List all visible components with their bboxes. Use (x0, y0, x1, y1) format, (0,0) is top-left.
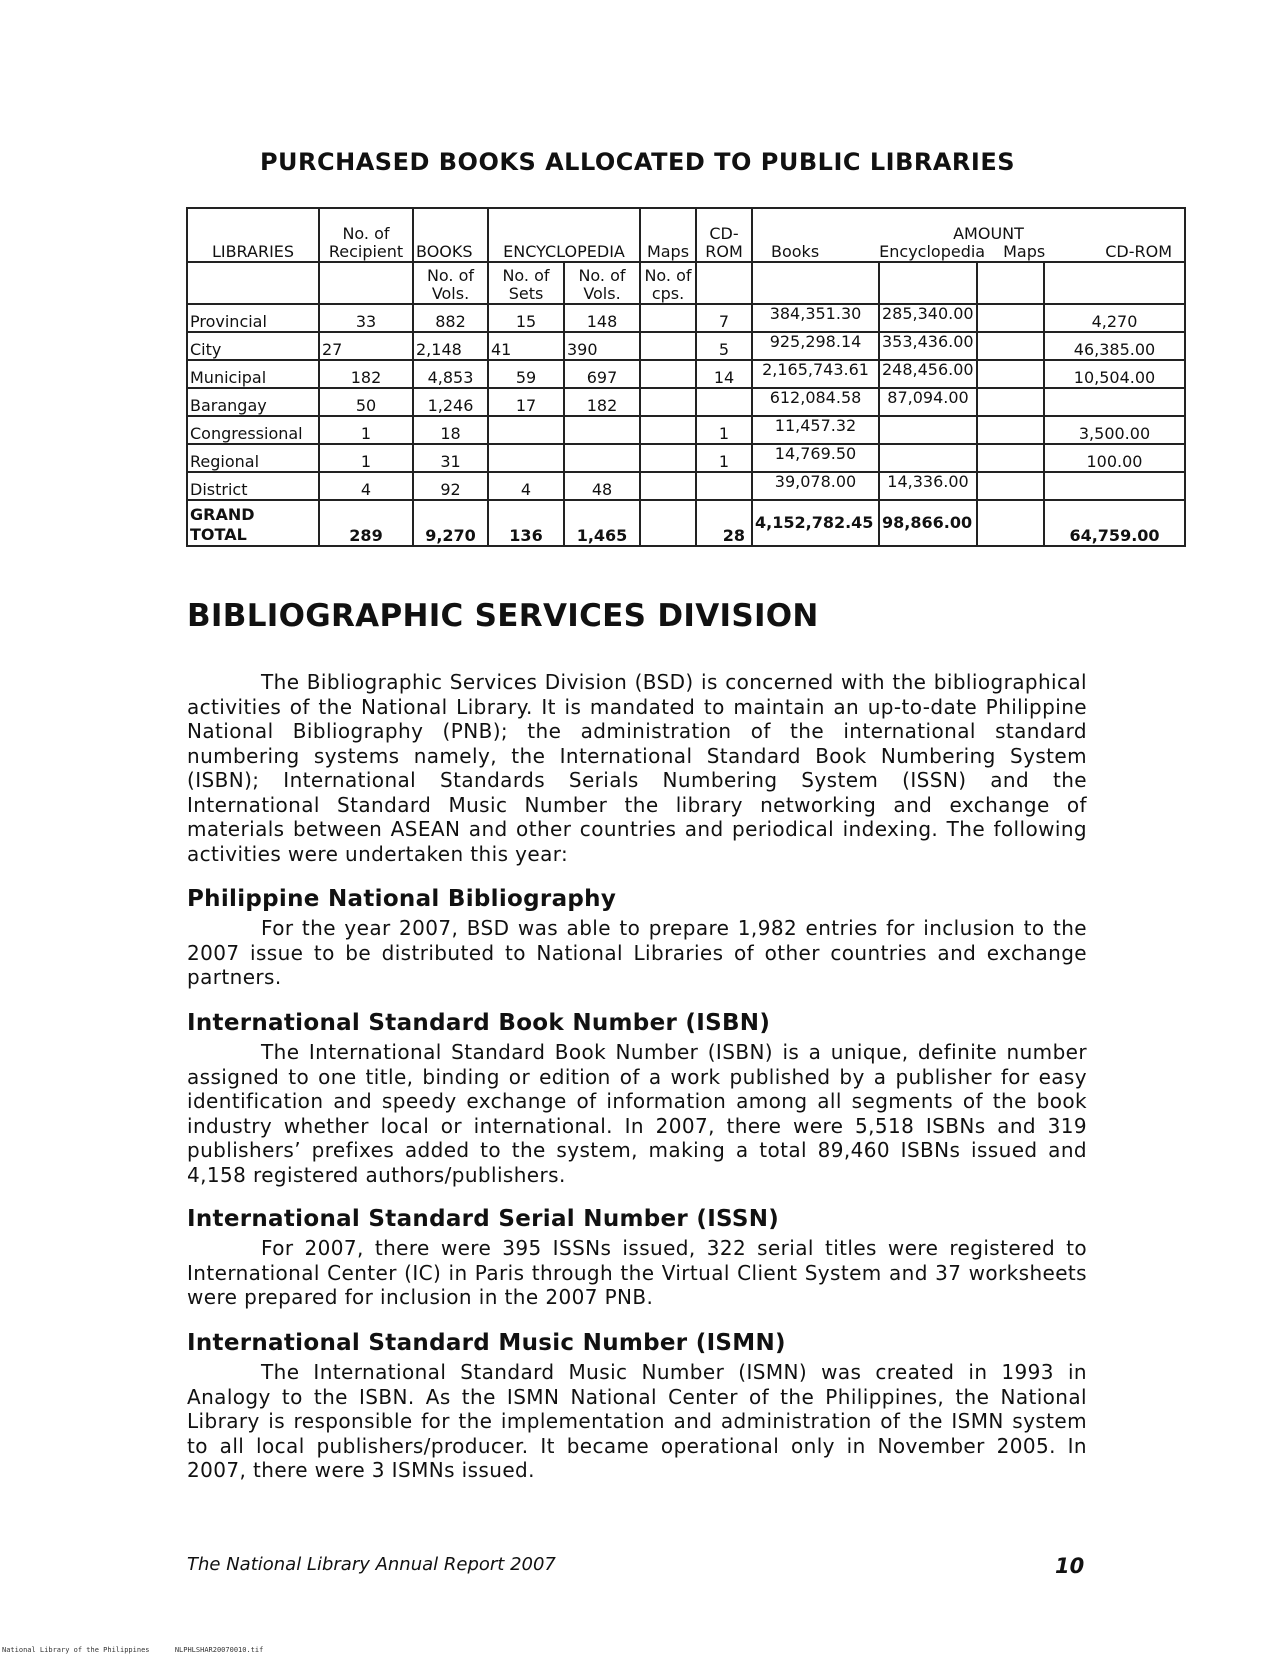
cell-books: 1,246 (413, 388, 488, 416)
subheader-enc-vols: No. of Vols. (564, 262, 640, 304)
cell-enc-vols (564, 416, 640, 444)
subheader-maps-cps: No. of cps. (640, 262, 696, 304)
table-row-city (187, 332, 1185, 360)
table-row-municipal (187, 360, 1185, 388)
table-title: PURCHASED BOOKS ALLOCATED TO PUBLIC LIBRARIES (259, 148, 1016, 176)
cell-maps (640, 388, 696, 416)
cell-enc-vols: 48 (564, 472, 640, 500)
cell-enc-sets: 59 (488, 360, 564, 388)
cell-recipient: 1 (319, 444, 413, 472)
cell-enc-sets: 4 (488, 472, 564, 500)
issn-heading: International Standard Serial Number (ISSN) (187, 1206, 780, 1232)
cell-maps (640, 472, 696, 500)
cell-amount-encyclopedia: 285,340.00 (879, 304, 977, 332)
cell-maps (640, 304, 696, 332)
header-amount-group (752, 208, 1185, 262)
cell-recipient: 50 (319, 388, 413, 416)
cell-enc-sets: 136 (488, 500, 564, 546)
cell-enc-vols: 697 (564, 360, 640, 388)
cell-recipient: 1 (319, 416, 413, 444)
subheader-books-vols: No. of Vols. (413, 262, 488, 304)
table-row-provincial (187, 304, 1185, 332)
cell-amount-cdrom: 46,385.00 (1044, 332, 1185, 360)
cell-amount-encyclopedia (879, 416, 977, 444)
cell-amount-books: 925,298.14 (752, 332, 879, 360)
header-amount-maps: Maps (1003, 242, 1046, 261)
table-header-row (187, 208, 1185, 262)
allocation-table (186, 207, 1186, 547)
grand-total-label-line2: TOTAL (190, 525, 247, 544)
cell-books: 2,148 (413, 332, 488, 360)
scan-label-right: NLPHLSHAR20070010.tif (174, 1646, 264, 1654)
header-cdrom: CD- ROM (696, 208, 752, 262)
ismn-heading: International Standard Music Number (ISMN) (187, 1330, 786, 1356)
cell-enc-vols: 1,465 (564, 500, 640, 546)
cell-maps (640, 360, 696, 388)
grand-total-label-line1: GRAND (190, 505, 255, 524)
header-maps: Maps (640, 208, 696, 262)
table-row-district (187, 472, 1185, 500)
cell-grand-total-label (187, 500, 319, 546)
subheader-enc-sets: No. of Sets (488, 262, 564, 304)
cell-amount-books: 39,078.00 (752, 472, 879, 500)
cell-amount-maps (977, 304, 1044, 332)
cell-books: 882 (413, 304, 488, 332)
cell-enc-sets: 17 (488, 388, 564, 416)
cell-cdrom: 7 (696, 304, 752, 332)
table-subheader-row (187, 262, 1185, 304)
cell-library: Regional (187, 444, 319, 472)
cell-amount-encyclopedia: 14,336.00 (879, 472, 977, 500)
scan-label (2, 1646, 263, 1654)
cell-cdrom: 28 (696, 500, 752, 546)
cell-books: 18 (413, 416, 488, 444)
cell-amount-cdrom: 4,270 (1044, 304, 1185, 332)
cell-amount-books: 14,769.50 (752, 444, 879, 472)
cell-amount-cdrom (1044, 388, 1185, 416)
cell-amount-maps (977, 444, 1044, 472)
cell-books: 4,853 (413, 360, 488, 388)
cell-amount-cdrom (1044, 472, 1185, 500)
cell-enc-sets: 41 (488, 332, 564, 360)
header-amount-books: Books (771, 242, 820, 261)
cell-amount-encyclopedia: 98,866.00 (879, 500, 977, 546)
cell-recipient: 4 (319, 472, 413, 500)
cell-amount-books: 4,152,782.45 (752, 500, 879, 546)
cell-amount-maps (977, 472, 1044, 500)
header-encyclopedia: ENCYCLOPEDIA (488, 208, 640, 262)
cell-cdrom: 1 (696, 444, 752, 472)
cell-amount-books: 612,084.58 (752, 388, 879, 416)
cell-amount-maps (977, 332, 1044, 360)
cell-enc-vols: 390 (564, 332, 640, 360)
cell-books: 31 (413, 444, 488, 472)
cell-amount-cdrom: 10,504.00 (1044, 360, 1185, 388)
cell-amount-maps (977, 416, 1044, 444)
cell-maps (640, 500, 696, 546)
header-amount-cdrom: CD-ROM (1105, 242, 1172, 261)
cell-enc-sets (488, 444, 564, 472)
cell-amount-books: 384,351.30 (752, 304, 879, 332)
cell-maps (640, 332, 696, 360)
cell-amount-encyclopedia: 248,456.00 (879, 360, 977, 388)
header-libraries: LIBRARIES (187, 208, 319, 262)
footer-report-title: The National Library Annual Report 2007 (187, 1554, 556, 1575)
cell-amount-maps (977, 500, 1044, 546)
cell-enc-sets (488, 416, 564, 444)
isbn-body: The International Standard Book Number (ISBN) is a unique, definite number assigned to one title, binding or edition of a work published by a publisher for easy identification and speedy exchange of information among all segments of the book industry whether local or international. In 2007, there were 5,518 ISBNs and 319 publishers’ prefixes added to the system, making a total 89,460 ISBNs issued and 4,158 registered authors/publishers. (187, 1040, 1087, 1187)
table-row-barangay (187, 388, 1185, 416)
section-title: BIBLIOGRAPHIC SERVICES DIVISION (187, 598, 819, 634)
cell-amount-maps (977, 388, 1044, 416)
header-amount-encyclopedia: Encyclopedia (879, 242, 986, 261)
intro-paragraph: The Bibliographic Services Division (BSD) is concerned with the bibliographical activities of the National Library. It is mandated to maintain an up-to-date Philippine National Bibliography (PNB); the administration of the international standard numbering systems namely, the International Standard Book Numbering System (ISBN); International Standards Serials Numbering System (ISSN) and the International Standard Music Number the library networking and exchange of materials between ASEAN and other countries and periodical indexing. The following activities were undertaken this year: (187, 670, 1087, 866)
cell-recipient: 289 (319, 500, 413, 546)
page-number: 10 (1055, 1554, 1085, 1578)
cell-enc-vols: 148 (564, 304, 640, 332)
cell-amount-encyclopedia (879, 444, 977, 472)
issn-body: For 2007, there were 395 ISSNs issued, 322 serial titles were registered to International Center (IC) in Paris through the Virtual Client System and 37 worksheets were prepared for inclusion in the 2007 PNB. (187, 1236, 1087, 1309)
table-row-grand-total (187, 500, 1185, 546)
cell-library: District (187, 472, 319, 500)
cell-cdrom (696, 472, 752, 500)
table-row-regional (187, 444, 1185, 472)
cell-cdrom (696, 388, 752, 416)
pnb-heading: Philippine National Bibliography (187, 886, 617, 912)
ismn-body: The International Standard Music Number (ISMN) was created in 1993 in Analogy to the ISBN. As the ISMN National Center of the Philippines, the National Library is responsible for the implementation and administration of the ISMN system to all local publishers/producer. It became operational only in November 2005. In 2007, there were 3 ISMNs issued. (187, 1360, 1087, 1482)
cell-enc-sets: 15 (488, 304, 564, 332)
cell-recipient: 33 (319, 304, 413, 332)
cell-amount-cdrom: 100.00 (1044, 444, 1185, 472)
cell-recipient: 182 (319, 360, 413, 388)
cell-enc-vols (564, 444, 640, 472)
header-amount: AMOUNT (953, 224, 1024, 243)
cell-books: 92 (413, 472, 488, 500)
cell-library: Congressional (187, 416, 319, 444)
cell-recipient: 27 (319, 332, 413, 360)
header-recipient: No. of Recipient (319, 208, 413, 262)
cell-cdrom: 5 (696, 332, 752, 360)
cell-library: Barangay (187, 388, 319, 416)
cell-amount-cdrom: 64,759.00 (1044, 500, 1185, 546)
header-books: BOOKS (413, 208, 488, 262)
cell-maps (640, 444, 696, 472)
cell-library: Provincial (187, 304, 319, 332)
table-row-congressional (187, 416, 1185, 444)
cell-amount-encyclopedia: 87,094.00 (879, 388, 977, 416)
cell-amount-cdrom: 3,500.00 (1044, 416, 1185, 444)
scan-label-left: National Library of the Philippines (2, 1646, 150, 1654)
cell-library: Municipal (187, 360, 319, 388)
cell-maps (640, 416, 696, 444)
isbn-heading: International Standard Book Number (ISBN) (187, 1010, 771, 1036)
cell-enc-vols: 182 (564, 388, 640, 416)
cell-cdrom: 1 (696, 416, 752, 444)
cell-books: 9,270 (413, 500, 488, 546)
cell-library: City (187, 332, 319, 360)
cell-amount-maps (977, 360, 1044, 388)
pnb-body: For the year 2007, BSD was able to prepare 1,982 entries for inclusion to the 2007 issue to be distributed to National Libraries of other countries and exchange partners. (187, 916, 1087, 989)
cell-amount-books: 2,165,743.61 (752, 360, 879, 388)
cell-amount-books: 11,457.32 (752, 416, 879, 444)
cell-cdrom: 14 (696, 360, 752, 388)
cell-amount-encyclopedia: 353,436.00 (879, 332, 977, 360)
